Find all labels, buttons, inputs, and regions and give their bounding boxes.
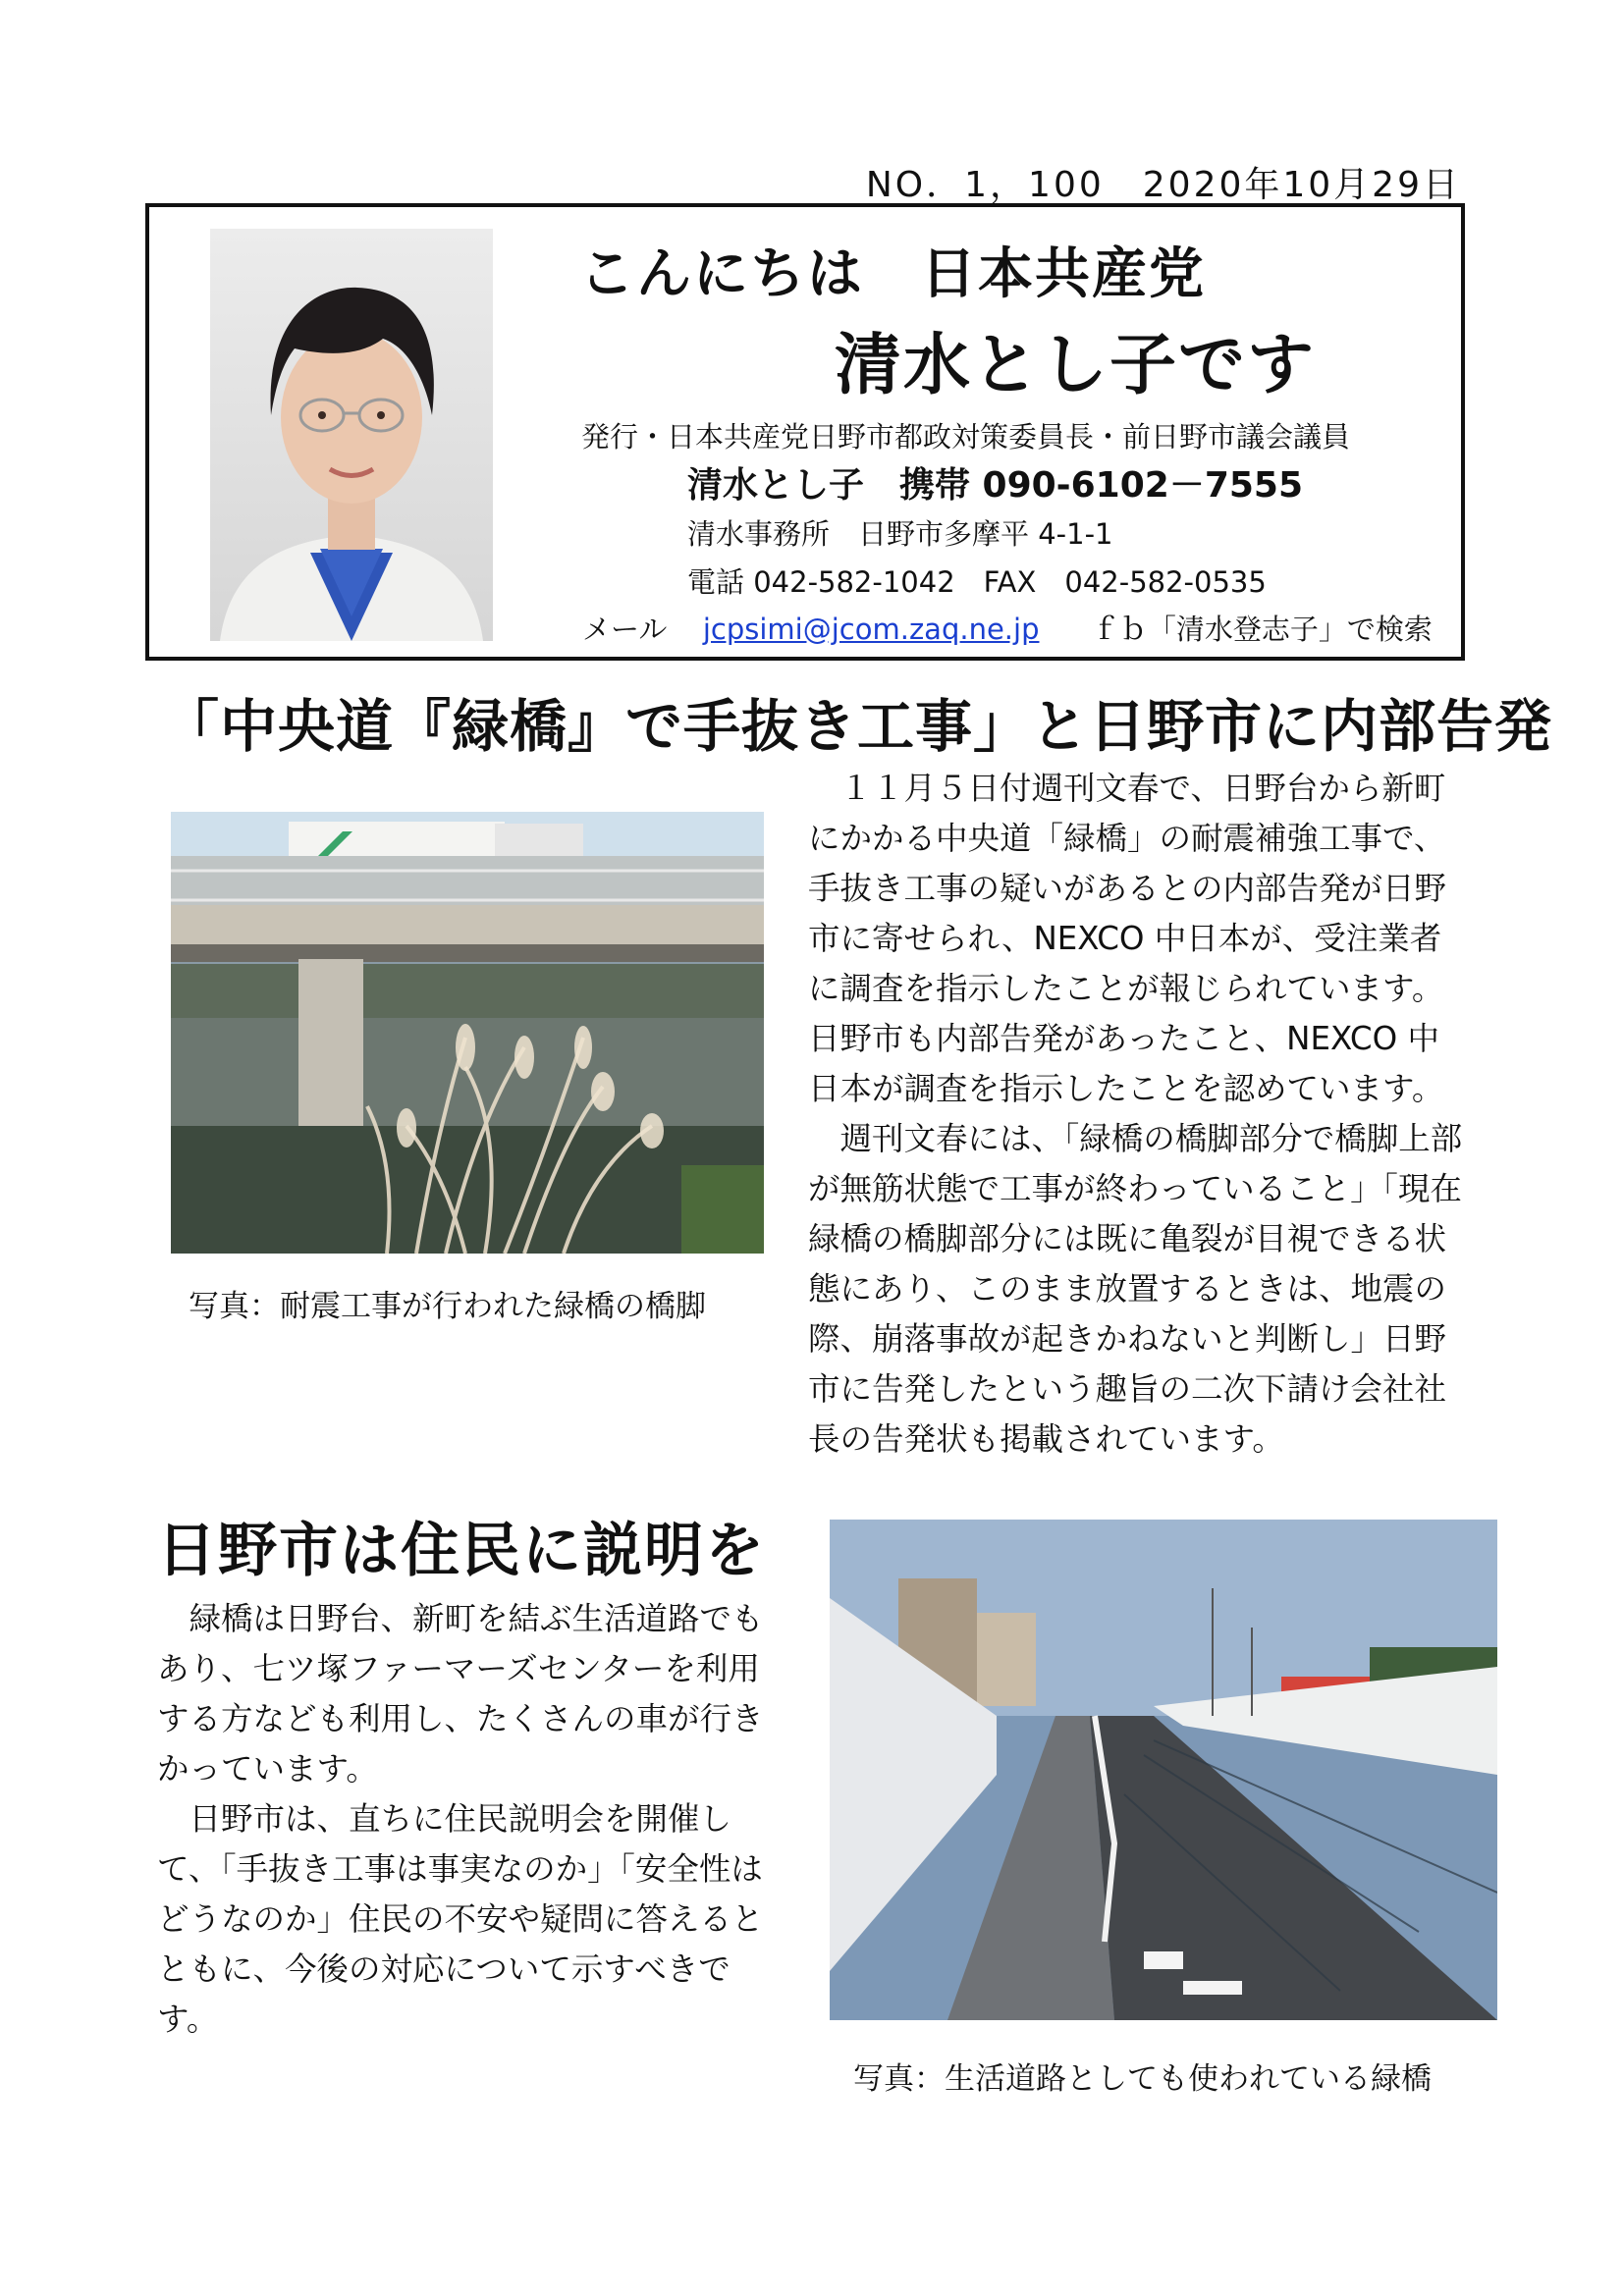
- portrait-photo: [210, 229, 493, 641]
- article1-body: [808, 764, 1466, 1465]
- bridge-pier-photo: [171, 812, 764, 1254]
- article2-paragraph-2: 日野市は、直ちに住民説明会を開催して、「手抜き工事は事実なのか」「安全性はどうなのか」住民の不安や疑問に答えるとともに、今後の対応について示すべきです。: [157, 1800, 764, 2038]
- phone-fax: 電話 042-582-1042 FAX 042-582-0535: [687, 565, 1267, 599]
- article2-body: [157, 1594, 790, 2045]
- article1-paragraph-2: 週刊文春には、「緑橋の橋脚部分で橋脚上部が無筋状態で工事が終わっていること」「現在緑橋の橋脚部分には既に亀裂が目視できる状態にあり、このまま放置するときは、地震の際、崩落事故が起きかねないと判断し」日野市に告発したという趣旨の二次下請け会社社長の告発状も掲載されています。: [808, 1120, 1463, 1458]
- header-greeting: こんにちは 日本共産党: [579, 242, 1206, 306]
- contact-name-phone: 清水とし子 携帯 090-6102－7555: [687, 465, 1304, 506]
- article1-paragraph-1: １１月５日付週刊文春で、日野台から新町にかかる中央道「緑橋」の耐震補強工事で、手抜き工事の疑いがあるとの内部告発が日野市に寄せられ、NEXCO 中日本が、受注業者に調査を指示したことが報じられています。日野市も内部告発があったこと、NEXCO 中日本が調査を指示したことを認めています。: [808, 770, 1447, 1107]
- publisher-line: 発行・日本共産党日野市都政対策委員長・前日野市議会議員: [581, 420, 1351, 454]
- office-address: 清水事務所 日野市多摩平 4-1-1: [687, 517, 1113, 551]
- article1-headline: 「中央道『緑橋』で手抜き工事」と日野市に内部告発: [162, 693, 1553, 760]
- issue-number-date: NO．1，100 2020年10月29日: [865, 165, 1461, 205]
- article2-headline: 日野市は住民に説明を: [157, 1517, 766, 1585]
- mail-label: メール: [582, 613, 668, 646]
- photo1-caption: 写真：耐震工事が行われた緑橋の橋脚: [189, 1289, 706, 1324]
- article2-paragraph-1: 緑橋は日野台、新町を結ぶ生活道路でもあり、七ツ塚ファーマーズセンターを利用する方なども利用し、たくさんの車が行きかっています。: [157, 1600, 764, 1788]
- facebook-search: ｆｂ「清水登志子」で検索: [1090, 613, 1433, 646]
- mail-line: [582, 608, 1433, 648]
- header-name-title: 清水とし子です: [835, 327, 1317, 404]
- email-link[interactable]: jcpsimi@jcom.zaq.ne.jp: [702, 613, 1040, 646]
- bridge-road-photo: [830, 1520, 1497, 2020]
- photo2-caption: 写真：生活道路としても使われている緑橋: [853, 2061, 1432, 2097]
